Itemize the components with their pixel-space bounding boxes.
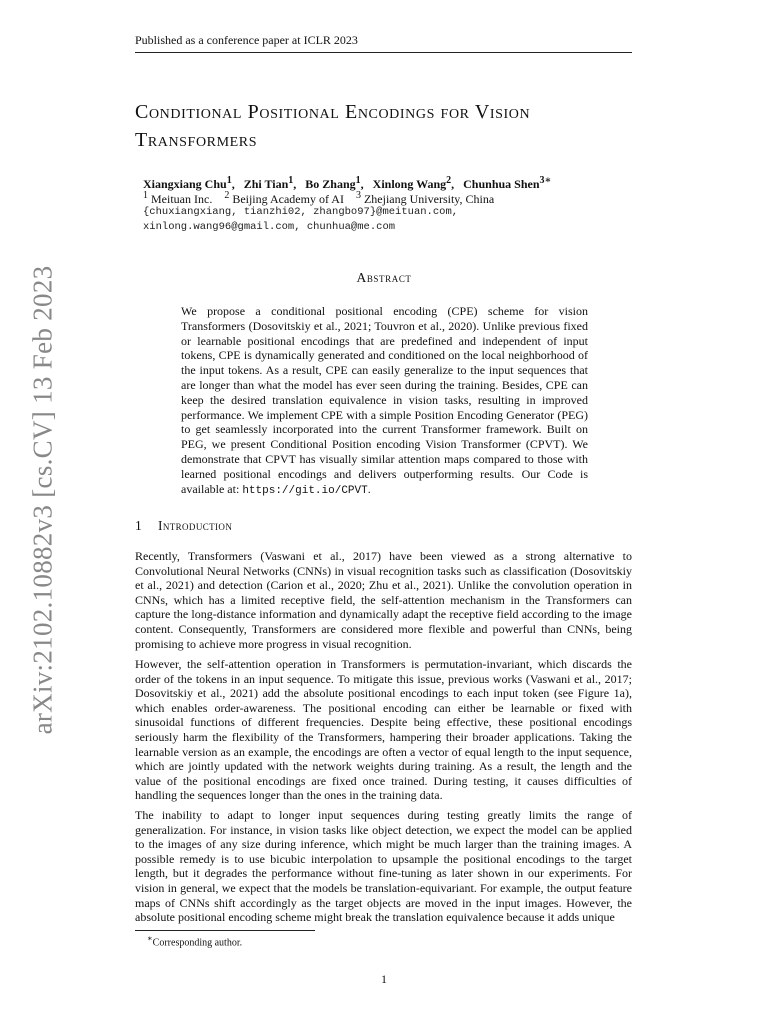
arxiv-id: arXiv:2102.10882v3 [cs.CV] 13 Feb 2023: [27, 265, 58, 735]
intro-paragraph-2: However, the self-attention operation in Transformers is permutation-invariant, which discards the order of the tokens in an input sequence. To mitigate this issue, previous works (Vaswani et al., 2017; Dosovitskiy et al., 2021) add the absolute positional encodings to each input token (see Figure 1a), which enables order-awareness. The positional encoding can either be learnable or fixed with sinusoidal functions of different frequencies. Despite being effective, these positional encodings seriously harm the flexibility of the Transformers, hampering their broader applications. Taking the learnable version as an example, the encodings are often a vector of equal length to the input sequence, which are jointly updated with the network weights during training. As a result, the length and the value of the positional encodings are fixed once trained. During testing, it causes difficulties of handling the sequences longer than the ones in the training data.: [135, 657, 632, 803]
affiliation-1: Meituan Inc.: [151, 192, 213, 206]
code-url-link[interactable]: https://git.io/CPVT: [242, 484, 368, 497]
email-line-2: xinlong.wang96@gmail.com, chunhua@me.com: [143, 221, 396, 233]
intro-paragraph-1: Recently, Transformers (Vaswani et al., 2017) have been viewed as a strong alternative to Convolutional Neural Networks (CNNs) in visual recognition tasks such as classification (Dosovitskiy et al., 2021) and detection (Carion et al., 2020; Zhu et al., 2021). Unlike the convolution operation in CNNs, which has a limited receptive field, the self-attention mechanism in the Transformers can capture the long-distance information and dynamically adapt the receptive field according to the image content. Consequently, Transformers are considered more flexible and powerful than CNNs, being promising to achieve more progress in visual recognition.: [135, 549, 632, 651]
author-affil-mark: 1: [355, 175, 361, 186]
section-number: 1: [135, 518, 143, 533]
paper-title: [135, 98, 635, 154]
affiliations: [143, 190, 494, 207]
author-name: Xinlong Wang: [372, 177, 447, 191]
author-affil-mark: 1: [288, 175, 294, 186]
running-header: Published as a conference paper at ICLR 2023: [135, 33, 632, 53]
abstract-text: We propose a conditional positional encoding (CPE) scheme for vision Transformers (Dosovitskiy et al., 2021; Touvron et al., 2020). Unlike previous fixed or learnable positional encodings that are predefined and independent of input tokens, CPE is dynamically generated and conditioned on the local neighborhood of the input tokens. As a result, CPE can easily generalize to the input sequences that are longer than what the model has ever seen during the training. Besides, CPE can keep the desired translation equivalence in vision tasks, resulting in improved performance. We implement CPE with a simple Position Encoding Generator (PEG) to get seamlessly incorporated into the current Transformer framework. Built on PEG, we present Conditional Position encoding Vision Transformer (CPVT). We demonstrate that CPVT has visually similar attention maps compared to those with learned positional encodings and delivers outperforming results. Our Code is available at:: [181, 304, 588, 496]
footnote-mark: ∗: [147, 934, 153, 943]
author-name: Chunhua Shen: [463, 177, 540, 191]
section-title: Introduction: [157, 518, 233, 533]
section-heading: [135, 518, 232, 534]
author-list: Xiangxiang Chu$^1$, Zhi Tian$^1$, Bo Zhang$^1$, Xinlong Wang$^2$, Chunhua Shen$^{3∗}$: [143, 175, 552, 191]
email-line-1: {chuxiangxiang, tianzhi02, zhangbo97}@meituan.com,: [143, 206, 459, 218]
author-name: Zhi Tian: [243, 177, 289, 191]
affiliation-2: Beijing Academy of AI: [232, 192, 344, 206]
affiliation-3: Zhejiang University, China: [363, 192, 495, 206]
abstract-period: .: [367, 481, 371, 496]
page-number: 1: [381, 972, 387, 986]
affil-mark: 2: [224, 190, 230, 201]
affil-mark: 3: [355, 190, 361, 201]
footnote-text: Corresponding author.: [152, 937, 243, 949]
abstract-heading: Abstract: [356, 270, 412, 285]
footnote-rule: [135, 930, 315, 931]
author-name: Bo Zhang: [305, 177, 356, 191]
abstract-body: [181, 304, 588, 498]
author-affil-mark: 3∗: [539, 175, 552, 186]
footnote: [147, 933, 242, 948]
author-affil-mark: 2: [446, 175, 452, 186]
author-name: Xiangxiang Chu: [143, 177, 227, 191]
author-affil-mark: 1: [226, 175, 232, 186]
title-line-2: Transformers: [135, 129, 258, 151]
intro-paragraph-3: The inability to adapt to longer input sequences during testing greatly limits the range of generalization. For instance, in vision tasks like object detection, we expect the model can be applied to the images of any size during inference, which might be much larger than the training images. A possible remedy is to use bicubic interpolation to upsample the positional encodings to the target length, but it degrades the performance without fine-tuning as later shown in our experiments. For vision in general, we expect that the models be translation-equivariant. For example, the output feature maps of CNNs shift accordingly as the target objects are moved in the input images. However, the absolute positional encoding scheme might break the translation equivalence because it adds unique: [135, 808, 632, 925]
title-line-1: Conditional Positional Encodings for Vision: [135, 101, 531, 123]
affil-mark: 1: [143, 190, 148, 201]
